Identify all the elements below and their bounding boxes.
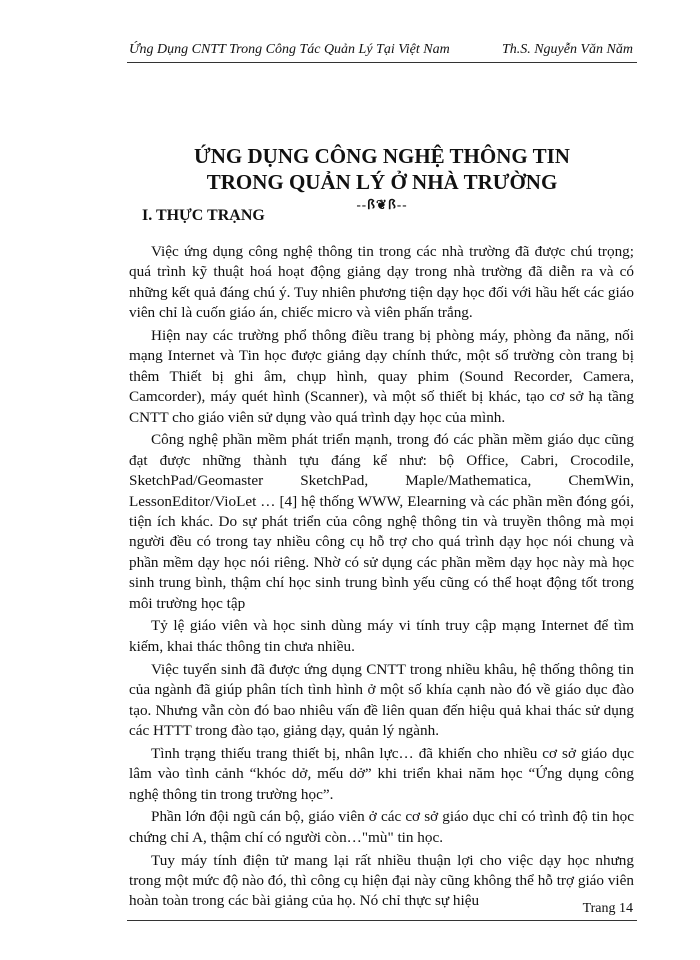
document-title-line-1: ỨNG DỤNG CÔNG NGHỆ THÔNG TIN [194,144,570,168]
paragraph: Hiện nay các trường phổ thông điều trang bị phòng máy, phòng đa năng, nối mạng Internet và Tin học được giảng dạy chính thức, một số trường còn trang bị thêm Thiết bị ghi âm, chụp hình, quay phim (Sound Recorder, Camera, Camcorder), máy quét hình (Scanner), và một số thiết bị khác, tạo cơ sở hạ tầng CNTT cho giáo viên sử dụng vào quá trình dạy học của mình. [129,327,634,426]
paragraph: Phần lớn đội ngũ cán bộ, giáo viên ở các cơ sở giáo dục chỉ có trình độ tin học chứng chỉ A, thậm chí có người còn…"mù" tin học. [129,808,634,846]
body-text [129,242,634,914]
paragraph: Việc tuyển sinh đã được ứng dụng CNTT trong nhiều khâu, hệ thống thông tin của ngành đã giúp phân tích tình hình ở một số khía cạnh nào đó về giáo dục đào tạo. Nhưng vẫn còn đó bao nhiêu vấn đề liên quan đến hiệu quả khai thác sử dụng các HTTT trong đào tạo, giảng dạy, quản lý ngành. [129,660,634,739]
header-document-title: Ứng Dụng CNTT Trong Công Tác Quản Lý Tại Việt Nam [129,42,450,57]
paragraph: Tuy máy tính điện tử mang lại rất nhiều thuận lợi cho việc dạy học nhưng trong một mức độ nào đó, thì công cụ hiện đại này cũng không thể hỗ trợ giáo viên hoàn toàn trong các bài giảng của họ. Nó chỉ thực sự hiệu [129,851,634,910]
page-number: Trang 14 [582,901,633,916]
page-header [127,36,637,63]
paragraph: Việc ứng dụng công nghệ thông tin trong các nhà trường đã được chú trọng; quá trình kỹ thuật hoá hoạt động giảng dạy trong nhà trường đã diễn ra và có những kết quả đáng chú ý. Tuy nhiên phương tiện dạy học đối với hầu hết các giáo viên chỉ là cuốn giáo án, chiếc micro và viên phấn trắng. [129,243,634,322]
section-heading: I. THỰC TRẠNG [142,207,265,224]
paragraph: Tỷ lệ giáo viên và học sinh dùng máy vi tính truy cập mạng Internet để tìm kiếm, khai thác thông tin chưa nhiều. [129,617,634,655]
header-author: Th.S. Nguyễn Văn Năm [501,42,633,57]
document-title-line-2: TRONG QUẢN LÝ Ở NHÀ TRƯỜNG [206,170,558,194]
title-ornament: --ꟗ❦ꟗ-- [356,197,408,212]
paragraph: Công nghệ phần mềm phát triển mạnh, trong đó các phần mềm giáo dục cũng đạt được những thành tựu đáng kể như: bộ Office, Cabri, Crocodile, SketchPad/Geomaster SketchPad, Maple/Mathematica, ChemWin, LessonEditor/VioLet … [4] hệ thống WWW, Elearning và các phần mền đóng gói, tiện ích khác. Do sự phát triển của công nghệ thông tin và truyền thông mà mọi người đều có trong tay nhiều công cụ hỗ trợ cho quá trình dạy học nói chung và phần mềm dạy học nói riêng. Nhờ có sử dụng các phần mềm dạy học này mà học sinh trung bình, thậm chí học sinh trung bình yếu cũng có thể hoạt động tốt trong môi trường học tập [129,431,634,612]
paragraph: Tình trạng thiếu trang thiết bị, nhân lực… đã khiến cho nhiều cơ sở giáo dục lâm vào tình cảnh “khóc dở, mếu dở” khi triển khai năm học “Ứng dụng công nghệ thông tin trong trường học”. [129,744,634,803]
page-footer [127,901,637,921]
